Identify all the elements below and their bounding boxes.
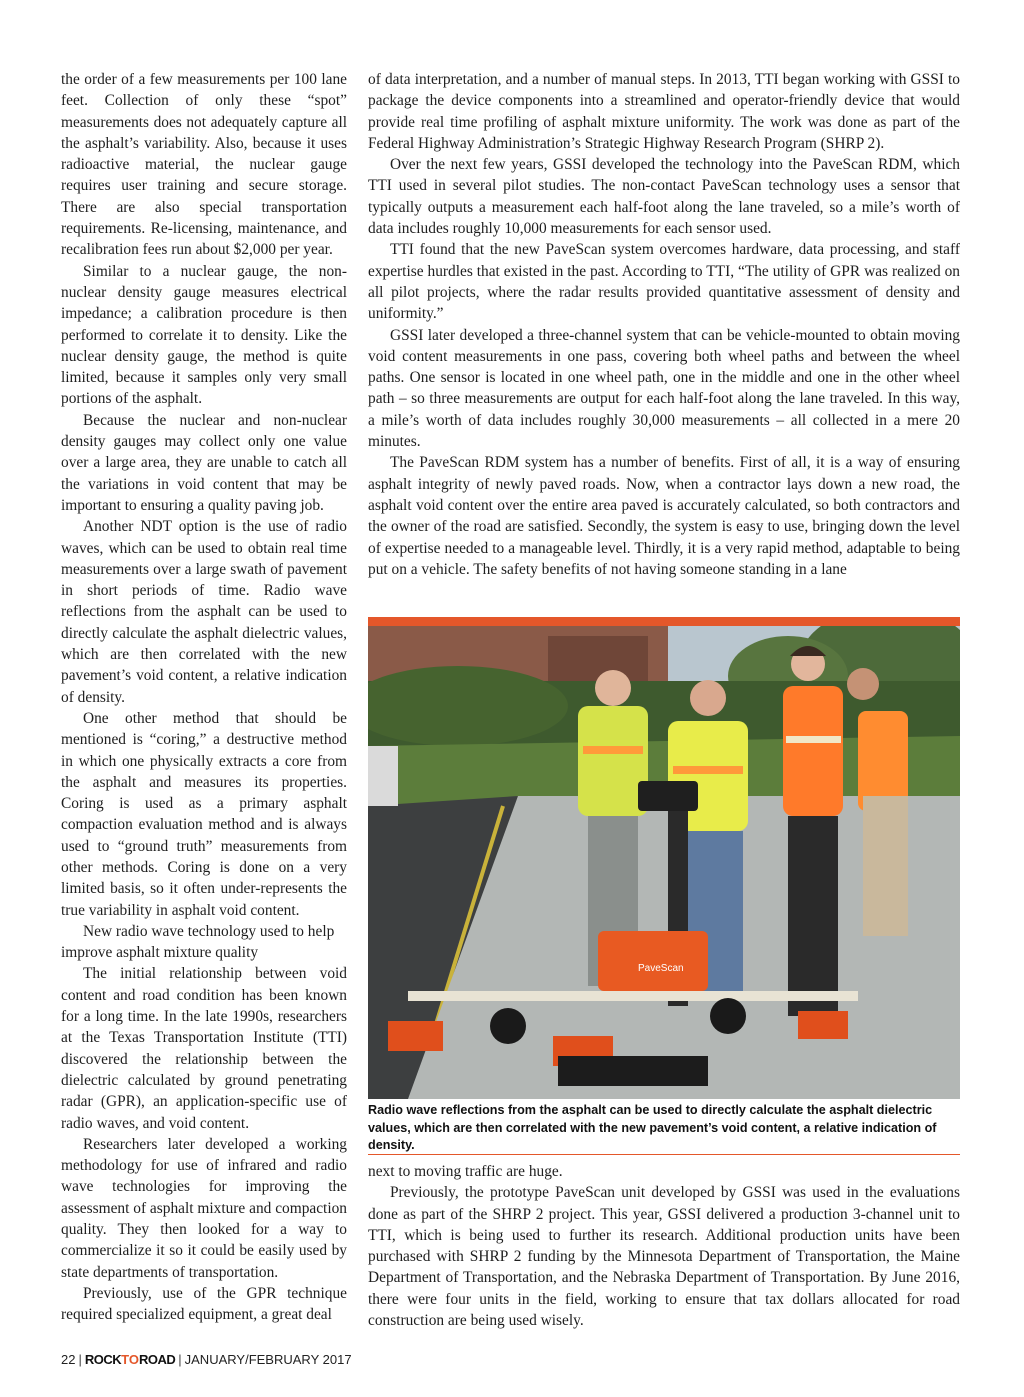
device-label: PaveScan: [638, 963, 684, 974]
issue-date: JANUARY/FEBRUARY 2017: [184, 1352, 352, 1367]
footer-separator: |: [178, 1352, 182, 1367]
section-heading: New radio wave technology used to help improve asphalt mixture quality: [61, 922, 335, 962]
paragraph: Over the next few years, GSSI developed the technology into the PaveScan RDM, which TTI used in several pilot studies. The non-contact PaveScan technology uses a sensor that typically outputs a measurement each half-foot along the lane traveled, so a mile’s worth of data includes roughly 10,000 measurements for each sensor used.: [368, 156, 960, 238]
photo-accent-bar: [368, 617, 960, 626]
page-number: 22: [61, 1352, 76, 1367]
figure-caption: Radio wave reflections from the asphalt can be used to directly calculate the asphalt dielectric values, which are then correlated with the new pavement’s void content, a relative indication of density.: [368, 1103, 937, 1152]
right-column-top: [368, 69, 960, 580]
footer-separator: |: [78, 1352, 82, 1367]
paragraph: of data interpretation, and a number of manual steps. In 2013, TTI began working with GSSI to package the device components into a streamlined and operator-friendly device that would provide real time profiling of asphalt mixture uniformity. The work was done as part of the Federal Highway Administration’s Strategic Highway Research Program (SHRP 2).: [368, 71, 960, 152]
page-footer: [61, 1352, 352, 1367]
right-column-bottom: [368, 1161, 960, 1331]
photo-illustration: [368, 626, 960, 1099]
figure: [368, 617, 960, 1155]
left-column: [61, 69, 347, 1326]
paragraph: The initial relationship between void content and road condition has been known for a long time. In the late 1990s, researchers at the Texas Transportation Institute (TTI) discovered the relationship between the dielectric calculated by ground penetrating radar (GPR), an application-specific use of radio waves, and void content.: [61, 965, 347, 1132]
paragraph: The PaveScan RDM system has a number of benefits. First of all, it is a way of ensuring asphalt integrity of newly paved roads. Now, when a contractor lays down a new road, the asphalt void content over the entire area paved is accurately calculated, so both contractors and the owner of the road are satisfied. Secondly, the system is easy to use, bringing down the level of expertise needed to a manageable level. Thirdly, it is a very rapid method, adaptable to being put on a vehicle. The safety benefits of not having someone standing in a lane: [368, 454, 960, 578]
paragraph: next to moving traffic are huge.: [368, 1163, 563, 1180]
worker-3: [783, 646, 843, 1016]
paragraph: GSSI later developed a three-channel system that can be vehicle-mounted to obtain moving void content measurements in one pass, covering both wheel paths and between the wheel paths. One sensor is located in one wheel path, one in the middle and one in the other wheel path – so three measurements are output for each half-foot along the lane traveled. In this way, a mile’s worth of data includes roughly 30,000 measurements – all collected in a mere 20 minutes.: [368, 326, 960, 451]
paragraph: TTI found that the new PaveScan system overcomes hardware, data processing, and staff expertise hurdles that existed in the past. According to TTI, “The utility of GPR was realized on all pilot projects, where the radar results provided quantitative assessment of density and uniformity.”: [368, 241, 960, 323]
magazine-logo-to: TO: [121, 1352, 139, 1367]
magazine-logo-road: ROAD: [138, 1352, 176, 1367]
paragraph: Researchers later developed a working methodology for use of infrared and radio wave technologies for improving the assessment of asphalt mixture and compaction quality. They then looked for a way to commercialize it so it could be easily used by state departments of transportation.: [61, 1135, 347, 1281]
figure-photo: [368, 626, 960, 1099]
paragraph: Previously, the prototype PaveScan unit developed by GSSI was used in the evaluations done as part of the SHRP 2 project. This year, GSSI delivered a production 3-channel unit to TTI, which is being used to further its research. Additional production units have been purchased with SHRP 2 funding by the Minnesota Department of Transportation, the Maine Department of Transportation, and the Nebraska Department of Transportation. By June 2016, there were four units in the field, working to ensure that tax dollars allocated for road construction are being used wisely.: [368, 1184, 960, 1330]
paragraph: Another NDT option is the use of radio waves, which can be used to obtain real time measurements over a large swath of pavement in short periods of time. Radio wave reflections from the asphalt can be used to directly calculate the asphalt dielectric values, which are then correlated with the new pavement’s void content, a relative indication of density.: [61, 518, 347, 706]
paragraph: Similar to a nuclear gauge, the non-nuclear density gauge measures electrical impedance; a calibration procedure is then performed to correlate it to density. Like the nuclear density gauge, the method is quite limited, because it samples only very small portions of the asphalt.: [61, 262, 347, 408]
magazine-logo-rock: ROCK: [84, 1352, 122, 1367]
paragraph: Because the nuclear and non-nuclear density gauges may collect only one value over a large area, they are unable to catch all the variations in void content that may be important to ensuring a quality paving job.: [61, 411, 347, 514]
caption-divider: [368, 1154, 960, 1155]
paragraph: Previously, use of the GPR technique required specialized equipment, a great deal: [61, 1284, 347, 1324]
paragraph: the order of a few measurements per 100 lane feet. Collection of only these “spot” measurements does not adequately capture all the asphalt’s variability. Also, because it uses radioactive material, the nuclear gauge requires user training and secure storage. There are also special transportation requirements. Re-licensing, maintenance, and recalibration fees run about $2,000 per year.: [61, 71, 347, 259]
paragraph: One other method that should be mentioned is “coring,” a destructive method in which one physically extracts a core from the asphalt and measures its properties. Coring is used as a primary asphalt compaction evaluation method and is always used to “ground truth” measurements from other methods. Coring is done on a very limited basis, so it often under-represents the true variability in asphalt void content.: [61, 709, 347, 919]
